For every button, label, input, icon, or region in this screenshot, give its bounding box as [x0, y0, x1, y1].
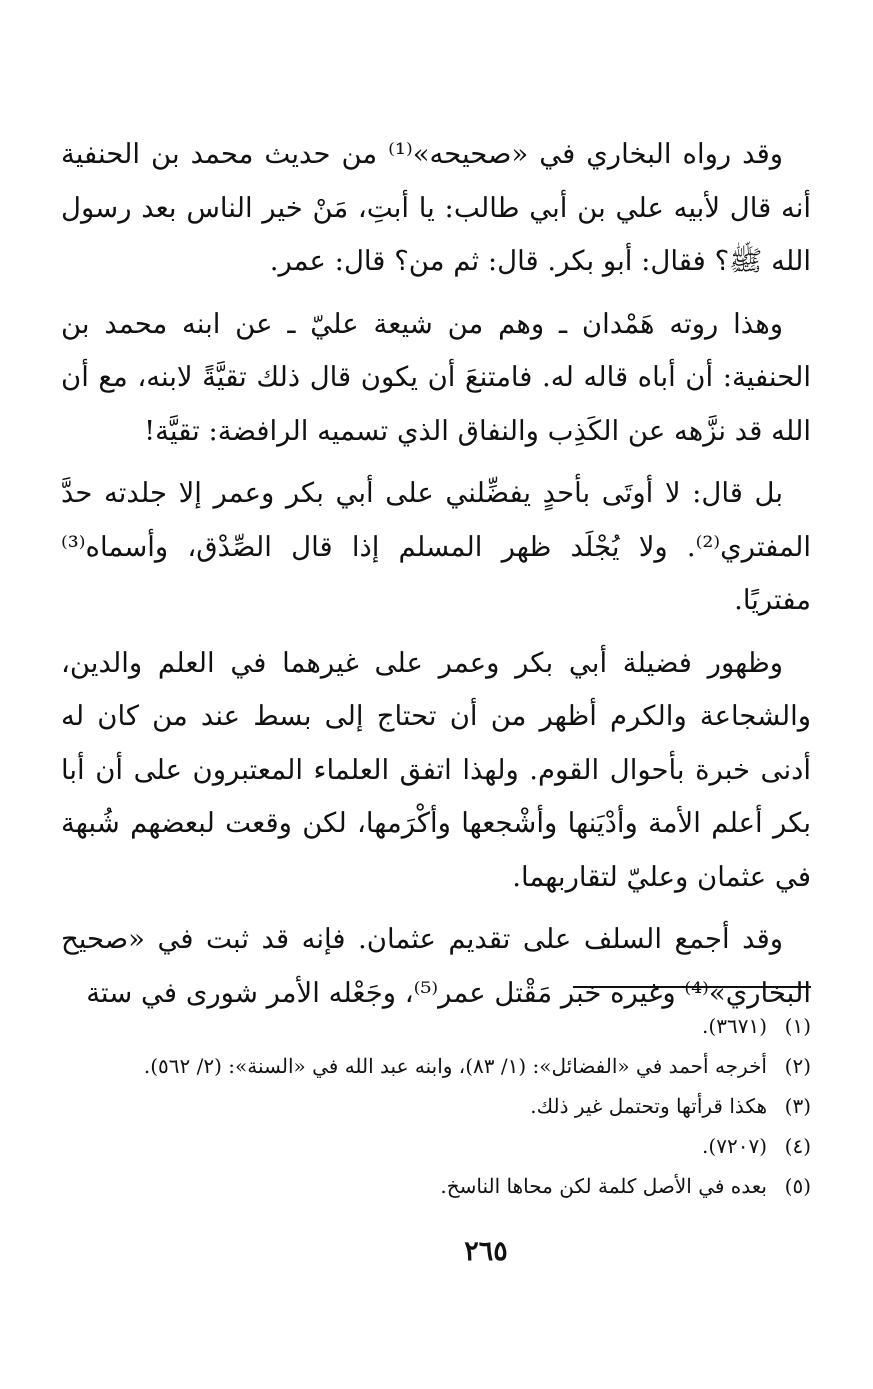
footnote-text: (٣٦٧١). [702, 1014, 767, 1038]
footnote-2 [61, 1046, 811, 1086]
paragraph-4: وظهور فضيلة أبي بكر وعمر على غيرهما في العلم والدين، والشجاعة والكرم أظهر من أن تحتاج إلى بسط عند من كان له أدنى خبرة بأحوال القوم. ولهذا اتفق العلماء المعتبرون على أن أبا بكر أعلم الأمة وأدْيَنها وأشْجعها وأكْرَمها، لكن وقعت لبعضهم شُبهة في عثمان وعليّ لتقاربهما. [61, 646, 811, 893]
footnote-text: (٧٢٠٧). [702, 1134, 767, 1158]
footnote-separator [573, 986, 811, 988]
paragraph-5: وقد أجمع السلف على تقديم عثمان. فإنه قد ثبت في «صحيح البخاري»⁽⁴⁾ وغيره خبر مَقْتل عمر⁽⁵⁾، وجَعْله الأمر شورى في ستة [61, 923, 811, 1009]
document-page [61, 128, 811, 1308]
footnote-number: (٣) [784, 1094, 811, 1118]
footnote-text: أخرجه أحمد في «الفضائل»: (١/ ٨٣)، وابنه عبد الله في «السنة»: (٢/ ٥٦٢). [143, 1054, 767, 1078]
footnotes [61, 1006, 811, 1206]
footnote-number: (٤) [784, 1134, 811, 1158]
paragraph-2: وهذا روته هَمْدان ـ وهم من شيعة عليّ ـ عن ابنه محمد بن الحنفية: أن أباه قاله له. فامتنعَ أن يكون قال ذلك تقيَّةً لابنه، مع أن الله قد نزَّهه عن الكَذِب والنفاق الذي تسميه الرافضة: تقيَّة! [61, 307, 811, 447]
paragraph-1: وقد رواه البخاري في «صحيحه»⁽¹⁾ من حديث محمد بن الحنفية أنه قال لأبيه علي بن أبي طالب: يا أبتِ، مَنْ خير الناس بعد رسول الله ﷺ؟ فقال: أبو بكر. قال: ثم من؟ قال: عمر. [61, 138, 811, 277]
footnote-number: (١) [784, 1014, 811, 1038]
footnote-text: هكذا قرأتها وتحتمل غير ذلك. [530, 1094, 767, 1118]
page-number: ٢٦٥ [464, 1236, 508, 1267]
footnote-1 [61, 1006, 811, 1046]
footnote-5 [61, 1166, 811, 1206]
footnote-number: (٢) [784, 1054, 811, 1078]
main-text [61, 128, 811, 1020]
paragraph-3: بل قال: لا أوتَى بأحدٍ يفضِّلني على أبي بكر وعمر إلا جلدته حدَّ المفتري⁽²⁾. ولا يُجْلَد ظهر المسلم إذا قال الصِّدْق، وأسماه⁽³⁾ مفتريًا. [61, 477, 811, 616]
footnote-text: بعده في الأصل كلمة لكن محاها الناسخ. [440, 1174, 767, 1198]
footnote-4 [61, 1126, 811, 1166]
footnote-number: (٥) [784, 1174, 811, 1198]
footnote-3 [61, 1086, 811, 1126]
